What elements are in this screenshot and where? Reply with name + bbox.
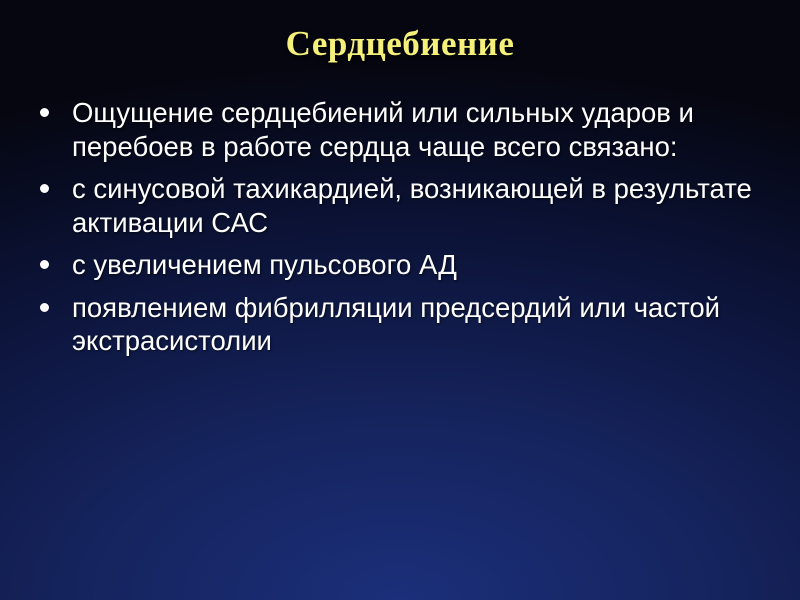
page-title: Сердцебиение [285, 24, 515, 63]
list-item-text: с синусовой тахикардией, возникающей в результате активации САС [72, 173, 752, 238]
list-item [26, 96, 766, 163]
bullet-dot-icon [40, 108, 49, 117]
list-item [26, 172, 766, 239]
list-item [26, 291, 766, 358]
bullet-list [26, 96, 766, 367]
list-item-text: с увеличением пульсового АД [72, 249, 457, 281]
list-item [26, 248, 766, 282]
bullet-dot-icon [40, 260, 49, 269]
bullet-dot-icon [40, 303, 49, 312]
bullet-dot-icon [40, 184, 49, 193]
list-item-text: Ощущение сердцебиений или сильных ударов и перебоев в работе сердца чаще всего связано: [72, 97, 694, 162]
list-item-text: появлением фибрилляции предсердий или частой экстрасистолии [72, 291, 721, 357]
